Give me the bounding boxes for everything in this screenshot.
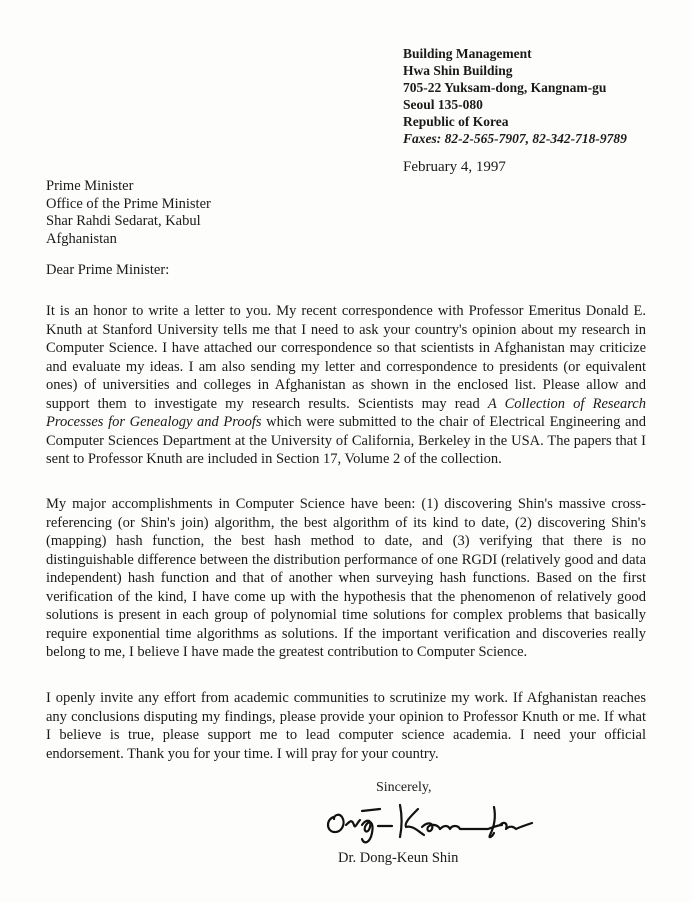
body-paragraph-3: I openly invite any effort from academic communities to scrutinize my work. If Afghanistan reaches any conclusions disputing my findings, please provide your opinion to Professor Knuth or me. If what I believe is true, please support me to lead computer science academia. I need your official endorsement. Thank you for your time. I will pray for your country. (46, 690, 646, 762)
letter-date: February 4, 1997 (403, 159, 506, 175)
handwritten-signature (322, 795, 537, 851)
paragraph-text: It is an honor to write a letter to you. My recent correspondence with Professor Emeritus Donald E. Knuth at Stanford University tells me that I need to ask your country's opinion about my research in Computer Science. I have attached our correspondence so that scientists in Afghanistan may criticize and evaluate my ideas. I am also sending my letter and correspondence to presidents (or equivalent ones) of universities and colleges in Afghanistan as shown in the enclosed list. Please allow and support them to investigate my research results. Scientists may read (46, 303, 646, 412)
sender-line: Building Management (403, 46, 532, 61)
recipient-address-block (46, 178, 211, 248)
sender-line: 705-22 Yuksam-dong, Kangnam-gu (403, 80, 607, 95)
paragraph-text: which were submitted to the chair of Electrical Engineering and Computer Sciences Department at the University of California, Berkeley in the USA. The papers that I sent to Professor Knuth are included in Section 17, Volume 2 of the collection. (46, 414, 646, 467)
recipient-line: Afghanistan (46, 230, 117, 247)
body-paragraph-2: My major accomplishments in Computer Science have been: (1) discovering Shin's massive cross-referencing (or Shin's join) algorithm, the best algorithm of its kind to date, (2) discovering Shin's (mapping) hash function, the best hash method to date, and (3) verifying that there is no distinguishable difference between the distribution performance of one RGDI (relatively good and data independent) hash function and that of another when surveying hash functions. Based on the first verification of the kind, I have come up with the hypothesis that the phenomenon of relatively good solutions is present in each group of polynomial time solutions for complex problems that basically require exponential time algorithms as solutions. If the important verification and discoveries really belong to me, I believe I have made the greatest contribution to Computer Science. (46, 496, 646, 660)
sender-line: Hwa Shin Building (403, 63, 513, 78)
sender-line: Seoul 135-080 (403, 97, 483, 112)
salutation: Dear Prime Minister: (46, 262, 170, 278)
recipient-line: Shar Rahdi Sedarat, Kabul (46, 213, 201, 229)
sender-address-block (403, 45, 627, 147)
signer-name: Dr. Dong-Keun Shin (338, 850, 459, 866)
body-paragraph-1 (46, 302, 646, 469)
sender-faxes: Faxes: 82-2-565-7907, 82-342-718-9789 (403, 131, 627, 146)
closing: Sincerely, (376, 780, 432, 795)
recipient-line: Office of the Prime Minister (46, 195, 211, 212)
sender-line: Republic of Korea (403, 114, 509, 129)
collection-title: A Collection of Research Processes for Genealogy and Proofs (46, 395, 646, 430)
recipient-line: Prime Minister (46, 178, 134, 194)
